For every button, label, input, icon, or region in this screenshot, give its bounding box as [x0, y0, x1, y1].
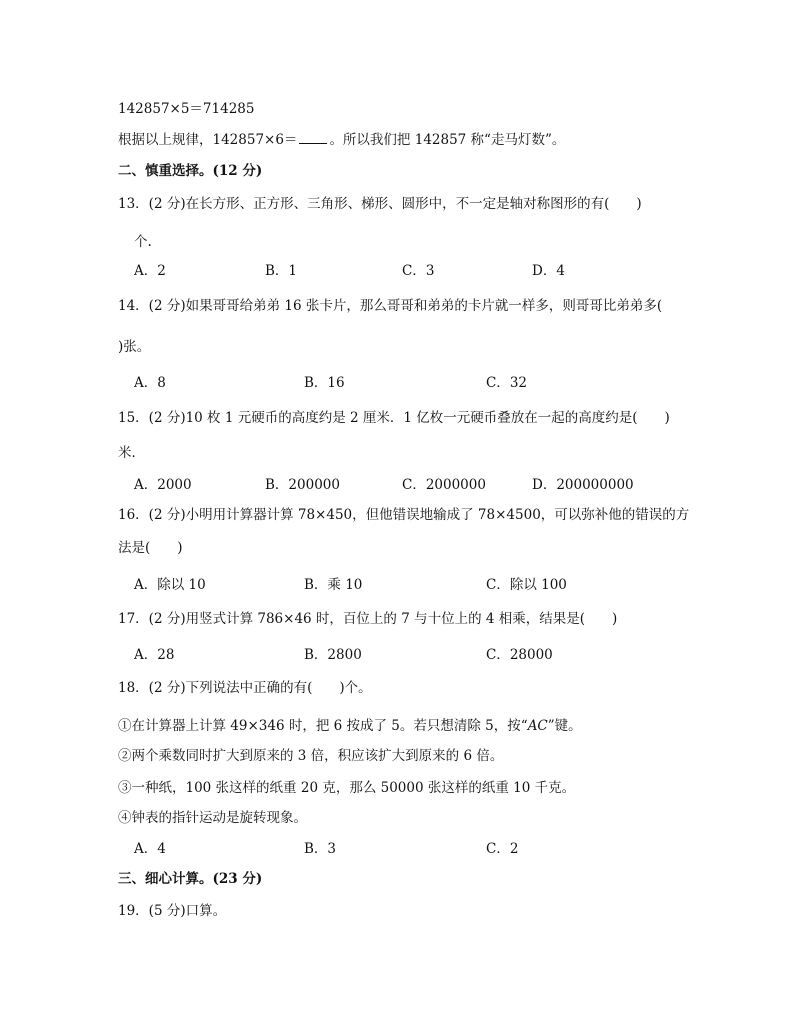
question-15-line1: 15．(2 分)10 枚 1 元硬币的高度约是 2 厘米．1 亿枚一元硬币叠放在一起的高度约是( ) — [118, 410, 670, 426]
q14-option-b[interactable]: B．16 — [304, 375, 345, 391]
question-14-line2: )张。 — [118, 339, 151, 355]
statement-1-prefix: ①在计算器上计算 49×346 时，把 6 按成了 5。若只想清除 5，按“ — [118, 718, 528, 734]
q17-option-c[interactable]: C．28000 — [486, 647, 553, 663]
question-13-line1: 13．(2 分)在长方形、正方形、三角形、梯形、圆形中，不一定是轴对称图形的有( ) — [118, 196, 642, 212]
q13-option-d[interactable]: D．4 — [532, 263, 565, 279]
ac-key-label: AC — [527, 718, 548, 734]
q16-option-b[interactable]: B．乘 10 — [304, 577, 363, 593]
question-15-line2: 米． — [118, 445, 145, 461]
q14-option-c[interactable]: C．32 — [486, 375, 528, 391]
statement-3: ③一种纸，100 张这样的纸重 20 克，那么 50000 张这样的纸重 10 千克。 — [118, 780, 576, 796]
q18-option-c[interactable]: C．2 — [486, 841, 519, 857]
q15-option-b[interactable]: B．200000 — [265, 477, 340, 493]
section-title-2: 二、慎重选择。(12 分) — [118, 163, 263, 179]
statement-1-suffix: ”键。 — [547, 718, 582, 734]
rule-sentence — [118, 131, 565, 149]
question-16-line1: 16．(2 分)小明用计算器计算 78×450，但他错误地输成了 78×4500，可以弥补他的错误的方 — [118, 507, 690, 523]
question-19-line1: 19．(5 分)口算。 — [118, 903, 227, 919]
q17-option-a[interactable]: A．28 — [134, 647, 175, 663]
statement-2: ②两个乘数同时扩大到原来的 3 倍，积应该扩大到原来的 6 倍。 — [118, 748, 504, 764]
q13-option-a[interactable]: A．2 — [134, 263, 166, 279]
rule-suffix: 。所以我们把 142857 称“走马灯数”。 — [329, 132, 566, 148]
statement-1 — [118, 717, 582, 735]
q18-option-a[interactable]: A．4 — [134, 841, 166, 857]
question-18-line1: 18．(2 分)下列说法中正确的有( )个。 — [118, 680, 372, 696]
rule-prefix: 根据以上规律，142857×6＝ — [118, 132, 298, 148]
q16-option-a[interactable]: A．除以 10 — [134, 577, 206, 593]
question-16-line2: 法是( ) — [118, 540, 183, 556]
section-title-3: 三、细心计算。(23 分) — [118, 871, 263, 887]
question-13-line2: 个. — [134, 234, 152, 250]
q14-option-a[interactable]: A．8 — [134, 375, 166, 391]
q15-option-a[interactable]: A．2000 — [134, 477, 192, 493]
q13-option-c[interactable]: C．3 — [402, 263, 435, 279]
answer-blank[interactable] — [299, 131, 327, 144]
q18-option-b[interactable]: B．3 — [304, 841, 337, 857]
question-14-line1: 14．(2 分)如果哥哥给弟弟 16 张卡片，那么哥哥和弟弟的卡片就一样多，则哥哥比弟弟多( — [118, 298, 663, 314]
q16-option-c[interactable]: C．除以 100 — [486, 577, 567, 593]
q13-option-b[interactable]: B．1 — [265, 263, 298, 279]
q15-option-c[interactable]: C．2000000 — [402, 477, 486, 493]
q17-option-b[interactable]: B．2800 — [304, 647, 362, 663]
q15-option-d[interactable]: D．200000000 — [532, 477, 634, 493]
question-17-line1: 17．(2 分)用竖式计算 786×46 时，百位上的 7 与十位上的 4 相乘，结果是( ) — [118, 611, 618, 627]
statement-4: ④钟表的指针运动是旋转现象。 — [118, 810, 307, 826]
equation-line: 142857×5＝714285 — [118, 101, 255, 117]
